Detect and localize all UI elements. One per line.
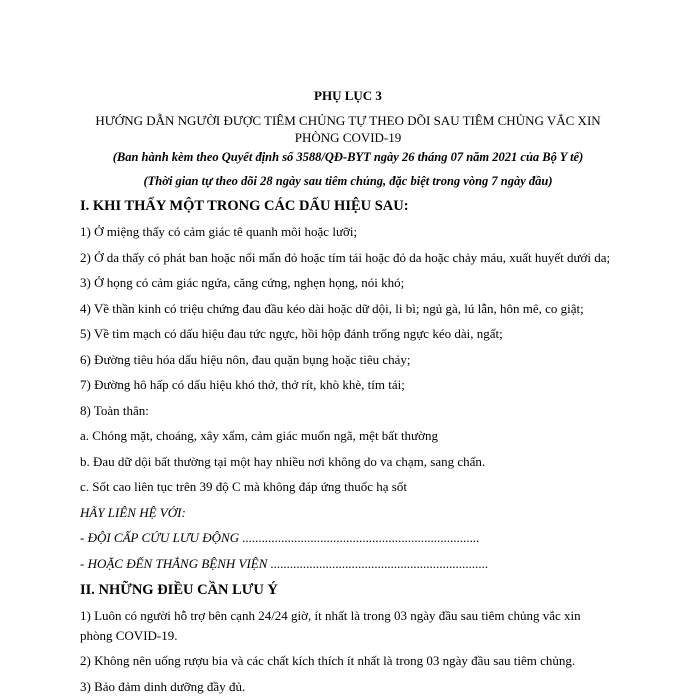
issued-by-note: (Ban hành kèm theo Quyết định số 3588/QĐ-BYT ngày 26 tháng 07 năm 2021 của Bộ Y tế) [112,149,584,164]
appendix-label: PHỤ LỤC 3 [314,88,382,103]
symptom-item: 1) Ở miệng thấy có cảm giác tê quanh môi hoặc lưỡi; [80,224,358,240]
symptom-item: 8) Toàn thân: [80,402,149,418]
note-item: 2) Không nên uống rượu bia và các chất kích thích ít nhất là trong 03 ngày đầu sau tiêm chủng. [80,653,576,669]
document-title: HƯỚNG DẪN NGƯỜI ĐƯỢC TIÊM CHỦNG TỰ THEO DÕI SAU TIÊM CHỦNG VẮC XIN PHÒNG COVID-19 [95,112,601,146]
section-1-heading: I. KHI THẤY MỘT TRONG CÁC DẤU HIỆU SAU: [80,198,409,215]
symptom-item: 3) Ở họng có cảm giác ngứa, căng cứng, nghẹn họng, nói khó; [80,275,405,291]
symptom-item: 2) Ở da thấy có phát ban hoặc nổi mẩn đỏ hoặc tím tái hoặc đỏ da hoặc chảy máu, xuất huyết dưới da; [80,249,611,265]
symptom-item: 7) Đường hô hấp có dấu hiệu khó thở, thở rít, khò khè, tím tái; [80,377,405,393]
symptom-subitem: c. Sốt cao liên tục trên 39 độ C mà không đáp ứng thuốc hạ sốt [80,479,407,495]
note-item: 3) Bảo đảm dinh dưỡng đầy đủ. [80,678,246,694]
symptom-item: 6) Đường tiêu hóa dấu hiệu nôn, đau quặn bụng hoặc tiêu chảy; [80,351,411,367]
contact-line-emergency: - ĐỘI CẤP CỨU LƯU ĐỘNG ......................................................................... [80,530,480,546]
contact-heading: HÃY LIÊN HỆ VỚI: [80,504,186,520]
symptom-subitem: b. Đau dữ dội bất thường tại một hay nhiều nơi không do va chạm, sang chấn. [80,453,486,469]
symptom-item: 5) Về tim mạch có dấu hiệu đau tức ngực, hồi hộp đánh trống ngực kéo dài, ngất; [80,326,503,342]
section-2-heading: II. NHỮNG ĐIỀU CẦN LƯU Ý [80,582,278,599]
monitoring-period-note: (Thời gian tự theo dõi 28 ngày sau tiêm chủng, đặc biệt trong vòng 7 ngày đầu) [143,174,553,189]
symptom-item: 4) Về thần kinh có triệu chứng đau đầu kéo dài hoặc dữ dội, li bì; ngủ gà, lú lẫn, hôn mê, co giật; [80,300,584,316]
symptom-subitem: a. Chóng mặt, choáng, xây xẩm, cảm giác muốn ngã, mệt bất thường [80,428,438,444]
contact-line-hospital: - HOẶC ĐẾN THẲNG BỆNH VIỆN ................................................................... [80,555,489,571]
note-item: 1) Luôn có người hỗ trợ bên cạnh 24/24 giờ, ít nhất là trong 03 ngày đầu sau tiêm chủng vắc xin phòng COVID-19. [80,608,581,643]
